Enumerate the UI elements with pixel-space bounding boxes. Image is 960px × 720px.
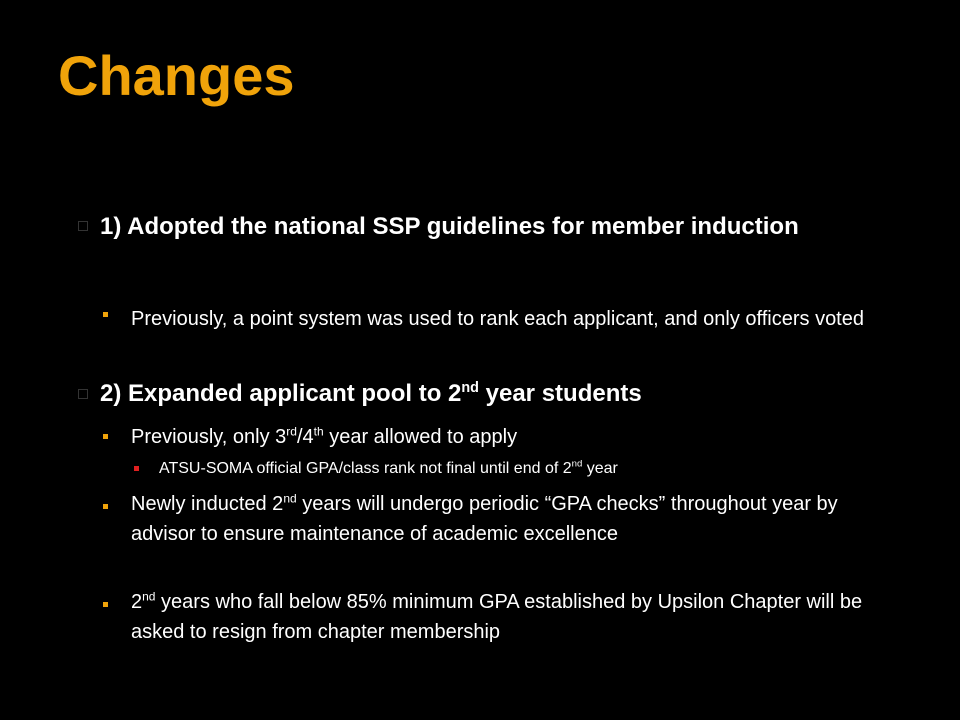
sub-bullet-2-1: Previously, only 3rd/4th year allowed to apply bbox=[131, 424, 518, 448]
slide-content bbox=[0, 150, 960, 720]
sub-bullet-2-3: 2nd years who fall below 85% minimum GPA established by Upsilon Chapter will be asked to resign from chapter membership bbox=[131, 589, 863, 643]
bullet-icon bbox=[103, 434, 108, 439]
bullet-icon bbox=[78, 389, 88, 399]
sub-bullet-2-2: Newly inducted 2nd years will undergo periodic “GPA checks” throughout year by advisor to ensure maintenance of academic excellence bbox=[131, 491, 838, 545]
bullet-icon bbox=[134, 466, 139, 471]
title-bar bbox=[0, 0, 960, 150]
bullet-icon bbox=[103, 312, 108, 317]
sub-bullet-1-1: Previously, a point system was used to rank each applicant, and only officers voted bbox=[131, 308, 864, 330]
bullet-icon bbox=[103, 504, 108, 509]
slide-title: Changes bbox=[58, 44, 295, 107]
bullet-icon bbox=[78, 221, 88, 231]
bullet-item-2: 2) Expanded applicant pool to 2nd year students bbox=[100, 380, 642, 407]
bullet-icon bbox=[103, 602, 108, 607]
sub-sub-bullet-2-1-1: ATSU-SOMA official GPA/class rank not final until end of 2nd year bbox=[159, 458, 618, 477]
bullet-item-1: 1) Adopted the national SSP guidelines for member induction bbox=[100, 213, 799, 240]
